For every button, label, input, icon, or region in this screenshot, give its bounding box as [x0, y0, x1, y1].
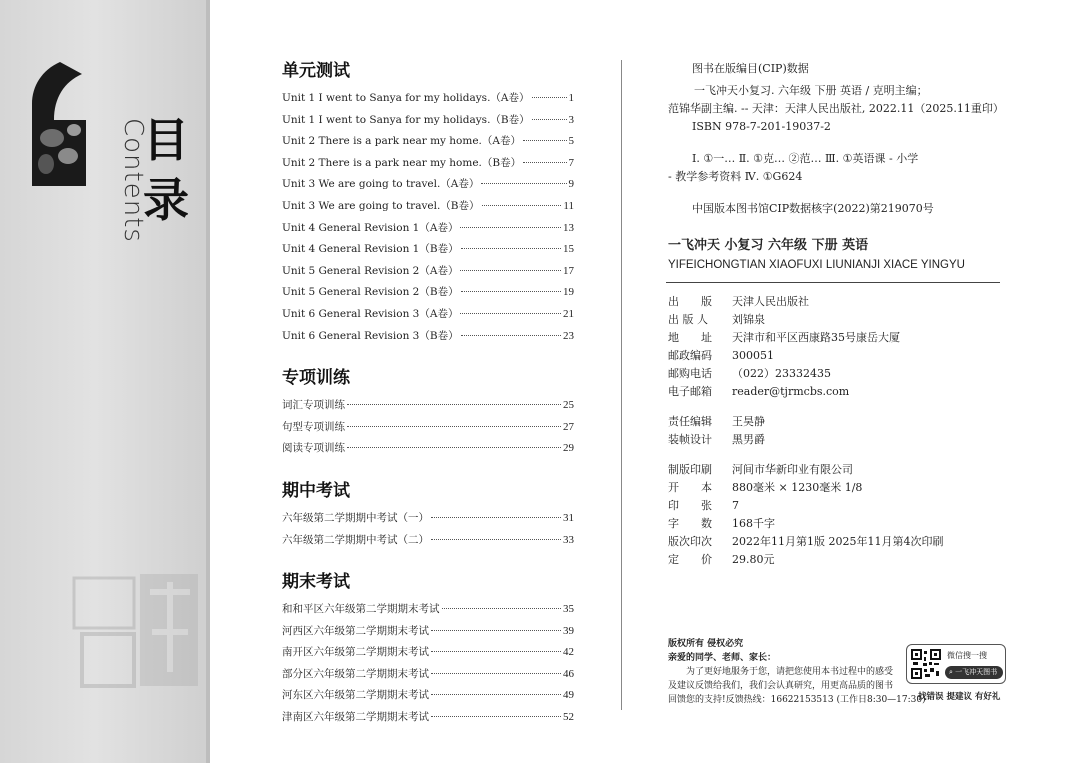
cip-heading: 图书在版编目(CIP)数据 — [692, 62, 809, 75]
toc-entry-title: Unit 5 General Revision 2（B卷） — [282, 286, 459, 299]
toc-entry-title: Unit 3 We are going to travel.（A卷） — [282, 178, 480, 191]
toc-page-number: 52 — [563, 711, 574, 724]
toc-page-number: 42 — [563, 646, 574, 659]
toc-entry-title: 河东区六年级第二学期期末考试 — [282, 689, 429, 702]
toc-entry[interactable] — [282, 112, 574, 134]
leader-dots — [461, 291, 561, 292]
leader-dots — [431, 673, 561, 674]
contents-title-en: Contents — [118, 118, 148, 243]
leader-dots — [460, 313, 561, 314]
toc-entry[interactable] — [282, 133, 574, 155]
info-row — [668, 329, 1004, 347]
leader-dots — [460, 227, 561, 228]
info-row — [668, 515, 1004, 533]
cip-line-2: 范锦华副主编. -- 天津：天津人民出版社, 2022.11（2025.11重印） — [668, 102, 1004, 115]
info-value: 刘锦泉 — [732, 313, 765, 326]
info-row — [668, 479, 1004, 497]
leader-dots — [431, 651, 561, 652]
title-char-2: 录 — [143, 173, 189, 227]
quote-logo-icon — [30, 60, 88, 188]
print-info — [668, 461, 1004, 569]
toc-entry-title: 句型专项训练 — [282, 420, 345, 433]
info-value: 7 — [732, 499, 739, 512]
cip-core-number: 中国版本图书馆CIP数据核字(2022)第219070号 — [692, 202, 934, 215]
toc-entry-title: 部分区六年级第二学期期末考试 — [282, 667, 429, 680]
toc-entry-title: Unit 5 General Revision 2（A卷） — [282, 264, 459, 277]
table-of-contents — [282, 56, 574, 731]
cip-class-2: - 教学参考资料 Ⅳ. ①G624 — [668, 170, 803, 183]
toc-entry[interactable] — [282, 306, 574, 328]
leader-dots — [431, 539, 561, 540]
section-heading: 专项训练 — [282, 368, 350, 389]
leader-dots — [532, 119, 567, 120]
toc-entry[interactable] — [282, 328, 574, 350]
info-row — [668, 413, 1004, 431]
info-label: 装帧设计 — [668, 433, 712, 446]
toc-entry[interactable] — [282, 176, 574, 198]
toc-entry[interactable] — [282, 419, 574, 441]
toc-entry-title: 六年级第二学期期中考试（一） — [282, 511, 429, 524]
leader-dots — [347, 426, 561, 427]
info-row — [668, 365, 1004, 383]
info-row — [668, 293, 1004, 311]
toc-entry-title: 河西区六年级第二学期期末考试 — [282, 624, 429, 637]
info-label: 邮购电话 — [668, 367, 712, 380]
toc-entry[interactable] — [282, 709, 574, 731]
toc-section-unit-tests — [282, 56, 574, 349]
leader-dots — [431, 694, 561, 695]
toc-entry[interactable] — [282, 510, 574, 532]
toc-entry[interactable] — [282, 198, 574, 220]
toc-entry-title: Unit 2 There is a park near my home.（B卷） — [282, 156, 522, 169]
info-label: 邮政编码 — [668, 349, 712, 362]
toc-entry[interactable] — [282, 263, 574, 285]
feedback-line: 及建议反馈给我们，我们会认真研究，用更高品质的图书 — [668, 681, 894, 691]
toc-entry[interactable] — [282, 241, 574, 263]
info-label: 字 数 — [668, 517, 712, 530]
info-row — [668, 431, 1004, 449]
leader-dots — [460, 270, 561, 271]
toc-page-number: 1 — [568, 92, 574, 104]
toc-page-number: 25 — [563, 399, 574, 412]
toc-entry-title: Unit 4 General Revision 1（A卷） — [282, 221, 459, 234]
section-heading: 单元测试 — [282, 61, 350, 81]
toc-entry[interactable] — [282, 155, 574, 177]
leader-dots — [532, 97, 567, 98]
title-rule — [666, 282, 1000, 283]
toc-page-number: 9 — [568, 178, 574, 191]
toc-entry-title: Unit 1 I went to Sanya for my holidays.（A卷） — [282, 92, 530, 104]
toc-page-number: 5 — [568, 135, 574, 148]
info-value: 300051 — [732, 349, 774, 362]
cip-class-1: Ⅰ. ①一… Ⅱ. ①克… ②范… Ⅲ. ①英语课 - 小学 — [692, 152, 919, 165]
toc-section-midterm — [282, 476, 574, 553]
wechat-search-label: 微信搜一搜 — [947, 651, 987, 660]
toc-section-final — [282, 567, 574, 731]
leader-dots — [442, 608, 562, 609]
toc-page-number: 13 — [563, 221, 574, 234]
leader-dots — [431, 716, 561, 717]
info-value: 天津市和平区西康路35号康岳大厦 — [732, 331, 900, 344]
leader-dots — [481, 183, 566, 184]
toc-entry[interactable] — [282, 440, 574, 462]
faded-stamp-decoration — [72, 572, 202, 692]
info-row — [668, 533, 1004, 551]
toc-entry[interactable] — [282, 644, 574, 666]
toc-entry-title: 六年级第二学期期中考试（二） — [282, 533, 429, 546]
toc-page-number: 49 — [563, 689, 574, 702]
info-value: 河间市华新印业有限公司 — [732, 463, 853, 476]
leader-dots — [523, 162, 566, 163]
toc-entry-title: 津南区六年级第二学期期末考试 — [282, 711, 429, 724]
toc-entry-title: Unit 6 General Revision 3（A卷） — [282, 307, 459, 320]
info-label: 印 张 — [668, 499, 712, 512]
column-divider — [621, 60, 622, 710]
wechat-caption: 找错误 提建议 有好礼 — [918, 692, 1001, 702]
info-value: 168千字 — [732, 517, 775, 530]
toc-page-number: 23 — [563, 329, 574, 342]
wechat-search-card[interactable] — [906, 644, 1006, 684]
section-heading: 期中考试 — [282, 480, 350, 501]
info-label: 制版印刷 — [668, 463, 712, 476]
greeting-line: 亲爱的同学、老师、家长： — [668, 653, 777, 663]
leader-dots — [431, 517, 561, 518]
leader-dots — [461, 335, 561, 336]
toc-page-number: 46 — [563, 667, 574, 680]
feedback-hotline: 回馈您的支持!反馈热线：16622153513 (工作日8:30—17:30) — [668, 695, 926, 705]
toc-entry[interactable] — [282, 687, 574, 709]
info-value: 天津人民出版社 — [732, 295, 809, 308]
toc-page-number: 19 — [563, 286, 574, 299]
email-value[interactable]: reader@tjrmcbs.com — [732, 385, 850, 398]
toc-page-number: 33 — [563, 533, 574, 546]
toc-entry[interactable] — [282, 397, 574, 419]
cip-isbn: ISBN 978-7-201-19037-2 — [692, 120, 831, 133]
toc-entry-title: Unit 6 General Revision 3（B卷） — [282, 329, 459, 342]
contents-title-cn — [138, 110, 194, 230]
info-row — [668, 383, 1004, 401]
toc-entry-title: Unit 4 General Revision 1（B卷） — [282, 243, 459, 256]
book-title-pinyin: YIFEICHONGTIAN XIAOFUXI LIUNIANJI XIACE YINGYU — [668, 259, 965, 271]
leader-dots — [482, 205, 562, 206]
toc-page-number: 17 — [563, 264, 574, 277]
qr-code-icon — [911, 649, 941, 679]
info-label: 责任编辑 — [668, 415, 712, 428]
toc-page-number: 27 — [563, 420, 574, 433]
wechat-search-term: 一飞冲天图书 — [955, 668, 998, 676]
toc-page-number: 29 — [563, 442, 574, 455]
toc-entry-title: Unit 3 We are going to travel.（B卷） — [282, 199, 480, 212]
info-row — [668, 347, 1004, 365]
info-value: 2022年11月第1版 2025年11月第4次印刷 — [732, 535, 944, 548]
price-value: 29.80元 — [732, 553, 775, 566]
editor-info — [668, 413, 1004, 449]
book-title: 一飞冲天 小复习 六年级 下册 英语 — [668, 238, 869, 253]
info-label: 版次印次 — [668, 535, 712, 548]
toc-entry[interactable] — [282, 601, 574, 623]
leader-dots — [461, 248, 561, 249]
toc-entry[interactable] — [282, 623, 574, 645]
toc-entry-title: Unit 2 There is a park near my home.（A卷） — [282, 135, 521, 148]
toc-section-special-training — [282, 363, 574, 462]
info-row — [668, 551, 1004, 569]
toc-page-number: 31 — [563, 511, 574, 524]
imprint-column — [668, 60, 1004, 569]
toc-entry-title: 词汇专项训练 — [282, 399, 345, 412]
toc-entry-title: 和和平区六年级第二学期期末考试 — [282, 603, 440, 616]
toc-page-number: 7 — [568, 156, 574, 169]
info-label: 开 本 — [668, 481, 712, 494]
copyright-line: 版权所有 侵权必究 — [668, 639, 744, 649]
toc-entry-title: Unit 1 I went to Sanya for my holidays.（B卷） — [282, 113, 530, 126]
toc-page-number: 15 — [563, 243, 574, 256]
toc-entry-title: 阅读专项训练 — [282, 442, 345, 455]
toc-page-number: 35 — [563, 603, 574, 616]
toc-entry-title: 南开区六年级第二学期期末考试 — [282, 646, 429, 659]
toc-page-number: 39 — [563, 624, 574, 637]
info-label: 地 址 — [668, 331, 712, 344]
info-label: 定 价 — [668, 553, 712, 566]
toc-entry[interactable] — [282, 220, 574, 242]
toc-page-number: 11 — [563, 199, 574, 212]
band-edge — [206, 0, 210, 763]
info-label: 出 版 人 — [668, 313, 708, 326]
toc-entry[interactable] — [282, 90, 574, 112]
info-label: 出 版 — [668, 295, 712, 308]
toc-page-number: 3 — [568, 113, 574, 126]
section-heading: 期末考试 — [282, 572, 350, 593]
toc-entry[interactable] — [282, 666, 574, 688]
info-value: （022）23332435 — [732, 367, 831, 380]
info-row — [668, 311, 1004, 329]
leader-dots — [347, 447, 561, 448]
search-icon: ⌕ — [949, 668, 956, 676]
title-char-1: 目 — [143, 113, 189, 167]
toc-entry[interactable] — [282, 532, 574, 554]
info-value: 880毫米 × 1230毫米 1/8 — [732, 481, 863, 494]
leader-dots — [523, 140, 567, 141]
info-value: 王昊静 — [732, 415, 765, 428]
info-row — [668, 461, 1004, 479]
toc-page-number: 21 — [563, 307, 574, 320]
feedback-line: 为了更好地服务于您，请把您使用本书过程中的感受 — [686, 667, 894, 677]
leader-dots — [431, 630, 561, 631]
publisher-info — [668, 293, 1004, 401]
info-row — [668, 497, 1004, 515]
info-value: 黑男爵 — [732, 433, 765, 446]
info-label: 电子邮箱 — [668, 385, 712, 398]
toc-entry[interactable] — [282, 284, 574, 306]
leader-dots — [347, 404, 561, 405]
cip-line-1: 一飞冲天小复习. 六年级 下册 英语 / 克明主编； — [694, 84, 928, 97]
wechat-search-field[interactable] — [945, 666, 1003, 679]
